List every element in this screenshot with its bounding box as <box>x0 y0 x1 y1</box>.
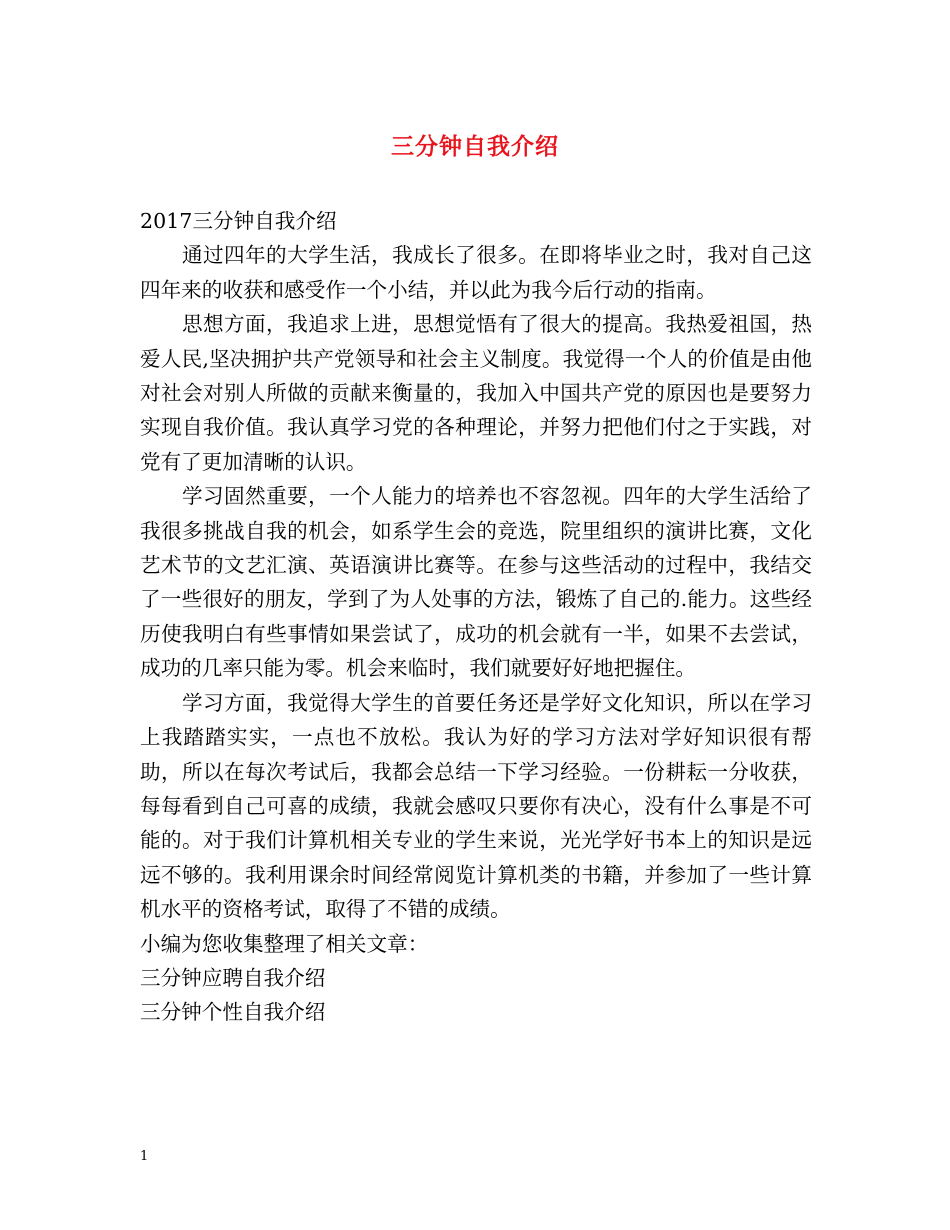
document-body <box>140 204 812 1030</box>
document-subtitle: 2017三分钟自我介绍 <box>140 209 337 233</box>
related-article-link[interactable]: 三分钟个性自我介绍 <box>140 1000 326 1025</box>
related-article-link[interactable]: 三分钟应聘自我介绍 <box>140 965 326 990</box>
paragraph-intro: 通过四年的大学生活，我成长了很多。在即将毕业之时，我对自己这四年来的收获和感受作一个小结，并以此为我今后行动的指南。 <box>140 243 812 302</box>
document-title: 三分钟自我介绍 <box>391 133 559 160</box>
editor-note: 小编为您收集整理了相关文章： <box>140 931 429 956</box>
paragraph-abilities: 学习固然重要，一个人能力的培养也不容忽视。四年的大学生活给了我很多挑战自我的机会，如系学生会的竞选，院里组织的演讲比赛，文化艺术节的文艺汇演、英语演讲比赛等。在参与这些活动的过程中，我结交了一些很好的朋友，学到了为人处事的方法，锻炼了自己的.能力。这些经历使我明白有些事情如果尝试了，成功的机会就有一半，如果不去尝试，成功的几率只能为零。机会来临时，我们就要好好地把握住。 <box>140 484 812 681</box>
paragraph-ideology: 思想方面，我追求上进，思想觉悟有了很大的提高。我热爱祖国，热爱人民,坚决拥护共产党领导和社会主义制度。我觉得一个人的价值是由他对社会对别人所做的贡献来衡量的，我加入中国共产党的原因也是要努力实现自我价值。我认真学习党的各种理论，并努力把他们付之于实践，对党有了更加清晰的认识。 <box>140 312 812 474</box>
page-number: 1 <box>140 1149 149 1164</box>
paragraph-study: 学习方面，我觉得大学生的首要任务还是学好文化知识，所以在学习上我踏踏实实，一点也不放松。我认为好的学习方法对学好知识很有帮助，所以在每次考试后，我都会总结一下学习经验。一份耕耘一分收获，每每看到自己可喜的成绩，我就会感叹只要你有决心，没有什么事是不可能的。对于我们计算机相关专业的学生来说，光光学好书本上的知识是远远不够的。我利用课余时间经常阅览计算机类的书籍，并参加了一些计算机水平的资格考试，取得了不错的成绩。 <box>140 690 812 922</box>
